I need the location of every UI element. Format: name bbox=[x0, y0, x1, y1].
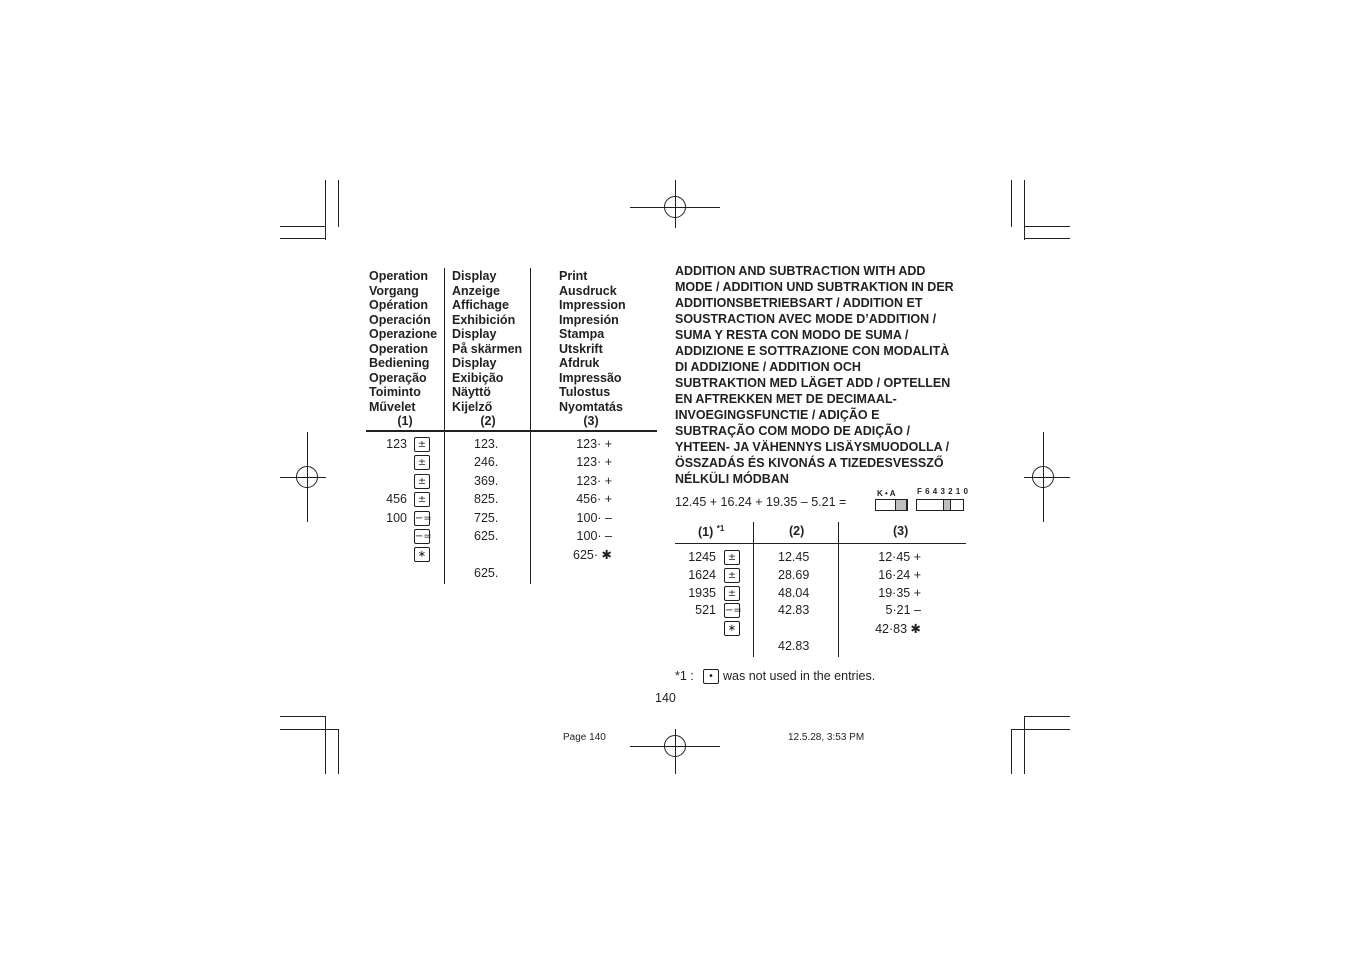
plus-equal-key-icon: ± bbox=[724, 550, 740, 565]
total-key-icon: ∗ bbox=[724, 621, 740, 636]
entry-value: 1624 bbox=[688, 567, 716, 582]
print-value: 16·24 + bbox=[878, 567, 921, 582]
plus-equal-key-icon: ± bbox=[414, 437, 430, 452]
display-value: 725. bbox=[474, 510, 499, 525]
display-value: 625. bbox=[474, 529, 499, 543]
section-title bbox=[675, 263, 975, 487]
print-value: 100· – bbox=[576, 529, 612, 543]
header-line: Display bbox=[452, 327, 497, 341]
title-line: ADDIZIONE E SOTTRAZIONE CON MODALITÀ bbox=[675, 344, 950, 358]
entry-value: 1245 bbox=[688, 550, 716, 564]
column-divider bbox=[530, 268, 531, 584]
print-value: 5·21 – bbox=[885, 603, 921, 618]
print-value: 123· + bbox=[576, 455, 612, 470]
header-line: Ausdruck bbox=[559, 283, 617, 298]
header-line: (1) bbox=[397, 414, 413, 428]
example-equation: 12.45 + 16.24 + 19.35 – 5.21 = bbox=[675, 495, 847, 509]
entry-value: 521 bbox=[695, 603, 716, 618]
header-line: Impressão bbox=[559, 370, 622, 385]
print-value: 42·83 ✱ bbox=[875, 622, 921, 637]
col1-footnote-ref: *1 bbox=[716, 524, 725, 533]
entry-value: 100 bbox=[386, 510, 407, 525]
column-divider bbox=[838, 522, 839, 657]
header-line: Stampa bbox=[559, 327, 605, 341]
page-number: 140 bbox=[655, 691, 676, 705]
title-line: ADDITIONSBETRIEBSART / ADDITION ET bbox=[675, 296, 923, 310]
footer-page-label: Page 140 bbox=[563, 732, 606, 743]
minus-equal-key-icon: −= bbox=[725, 605, 742, 617]
header-line: Afdruk bbox=[559, 356, 600, 370]
title-line: SUMA Y RESTA CON MODO DE SUMA / bbox=[675, 328, 909, 342]
print-value: 123· + bbox=[576, 437, 612, 451]
plus-equal-key-icon: ± bbox=[724, 568, 740, 583]
total-key-icon: ∗ bbox=[414, 547, 430, 562]
header-line: (3) bbox=[583, 414, 599, 428]
header-line: Kijelző bbox=[452, 399, 493, 414]
footnote-marker: *1 : bbox=[675, 669, 694, 683]
print-value: 100· – bbox=[576, 510, 612, 525]
header-line: Vorgang bbox=[369, 283, 419, 298]
header-line: Näyttö bbox=[452, 385, 491, 399]
right-col3-header: (3) bbox=[893, 524, 909, 538]
table-header-rule bbox=[366, 430, 657, 432]
header-line: Nyomtatás bbox=[559, 399, 623, 414]
column-divider bbox=[444, 268, 445, 584]
title-line: ÖSSZADÁS ÉS KIVONÁS A TIZEDESVESSZŐ bbox=[675, 456, 944, 470]
header-line: Print bbox=[559, 269, 588, 283]
display-value: 123. bbox=[474, 437, 499, 451]
rounding-switch-knob bbox=[895, 499, 907, 511]
print-column-header bbox=[559, 269, 626, 429]
title-line: INVOEGINGSFUNCTIE / ADIÇÃO E bbox=[675, 408, 880, 422]
decimal-point-key-icon: • bbox=[703, 669, 719, 684]
header-line: Opération bbox=[369, 298, 429, 312]
print-value: 625· ✱ bbox=[573, 548, 612, 563]
header-line: Impresión bbox=[559, 312, 619, 327]
header-line: Anzeige bbox=[452, 283, 500, 298]
header-line: Tulostus bbox=[559, 385, 611, 399]
table-header-rule bbox=[675, 543, 966, 544]
display-value: 825. bbox=[474, 492, 499, 507]
header-line: Toiminto bbox=[369, 385, 421, 399]
col1-label: (1) bbox=[698, 525, 714, 540]
display-value: 625. bbox=[474, 565, 499, 580]
title-line: EN AFTREKKEN MET DE DECIMAAL- bbox=[675, 392, 897, 406]
header-line: Operazione bbox=[369, 327, 438, 341]
title-line: SUBTRAÇÃO COM MODO DE ADIÇÃO / bbox=[675, 424, 910, 438]
plus-equal-key-icon: ± bbox=[724, 586, 740, 601]
print-value: 123· + bbox=[576, 473, 612, 488]
plus-equal-key-icon: ± bbox=[414, 474, 430, 489]
display-value: 48.04 bbox=[778, 585, 810, 600]
decimal-switch-slot bbox=[916, 499, 964, 511]
title-line: DI ADDIZIONE / ADDITION OCH bbox=[675, 360, 861, 374]
rounding-switch-label: K • A bbox=[877, 489, 896, 498]
plus-equal-key-icon: ± bbox=[414, 492, 430, 507]
header-line: Operação bbox=[369, 370, 427, 385]
decimal-switch-knob bbox=[943, 499, 951, 511]
display-column-header bbox=[452, 269, 524, 429]
display-value: 369. bbox=[474, 473, 499, 488]
header-line: Display bbox=[452, 356, 497, 370]
header-line: Operation bbox=[369, 341, 429, 356]
title-line: YHTEEN- JA VÄHENNYS LISÄYSMUODOLLA / bbox=[675, 440, 950, 454]
entry-value: 1935 bbox=[688, 585, 716, 600]
display-value: 246. bbox=[474, 455, 499, 470]
display-value: 28.69 bbox=[778, 567, 810, 582]
header-line: (2) bbox=[480, 414, 496, 428]
entry-value: 456 bbox=[386, 492, 407, 507]
title-line: MODE / ADDITION UND SUBTRAKTION IN DER bbox=[675, 280, 954, 294]
print-value: 456· + bbox=[576, 492, 612, 507]
operation-column-header bbox=[369, 269, 441, 429]
decimal-switch-label: F 6 4 3 2 1 0 bbox=[917, 487, 969, 496]
title-line: SOUSTRACTION AVEC MODE D’ADDITION / bbox=[675, 312, 937, 326]
footnote-text: was not used in the entries. bbox=[723, 669, 876, 683]
display-value: 42.83 bbox=[778, 639, 810, 653]
right-col1-header bbox=[698, 524, 724, 539]
header-line: På skärmen bbox=[452, 341, 523, 356]
title-line: SUBTRAKTION MED LÄGET ADD / OPTELLEN bbox=[675, 376, 951, 390]
header-line: Operation bbox=[369, 269, 429, 283]
header-line: Művelet bbox=[369, 399, 416, 414]
footer-timestamp: 12.5.28, 3:53 PM bbox=[788, 732, 865, 743]
print-value: 19·35 + bbox=[878, 585, 921, 600]
header-line: Affichage bbox=[452, 298, 509, 312]
print-value: 12·45 + bbox=[878, 550, 921, 564]
header-line: Bediening bbox=[369, 356, 430, 370]
minus-equal-key-icon: −= bbox=[415, 531, 432, 542]
header-line: Exibição bbox=[452, 370, 504, 385]
title-line: NÉLKÜLI MÓDBAN bbox=[675, 472, 789, 486]
right-col2-header: (2) bbox=[789, 524, 805, 538]
header-line: Operación bbox=[369, 312, 431, 327]
header-line: Impression bbox=[559, 298, 626, 312]
title-line: ADDITION AND SUBTRACTION WITH ADD bbox=[675, 264, 926, 278]
header-line: Exhibición bbox=[452, 312, 516, 327]
column-divider bbox=[753, 522, 754, 657]
header-line: Display bbox=[452, 269, 497, 283]
display-value: 12.45 bbox=[778, 550, 810, 564]
header-line: Utskrift bbox=[559, 341, 603, 356]
display-value: 42.83 bbox=[778, 603, 810, 618]
minus-equal-key-icon: −= bbox=[415, 512, 432, 524]
plus-equal-key-icon: ± bbox=[414, 455, 430, 470]
entry-value: 123 bbox=[386, 437, 407, 451]
